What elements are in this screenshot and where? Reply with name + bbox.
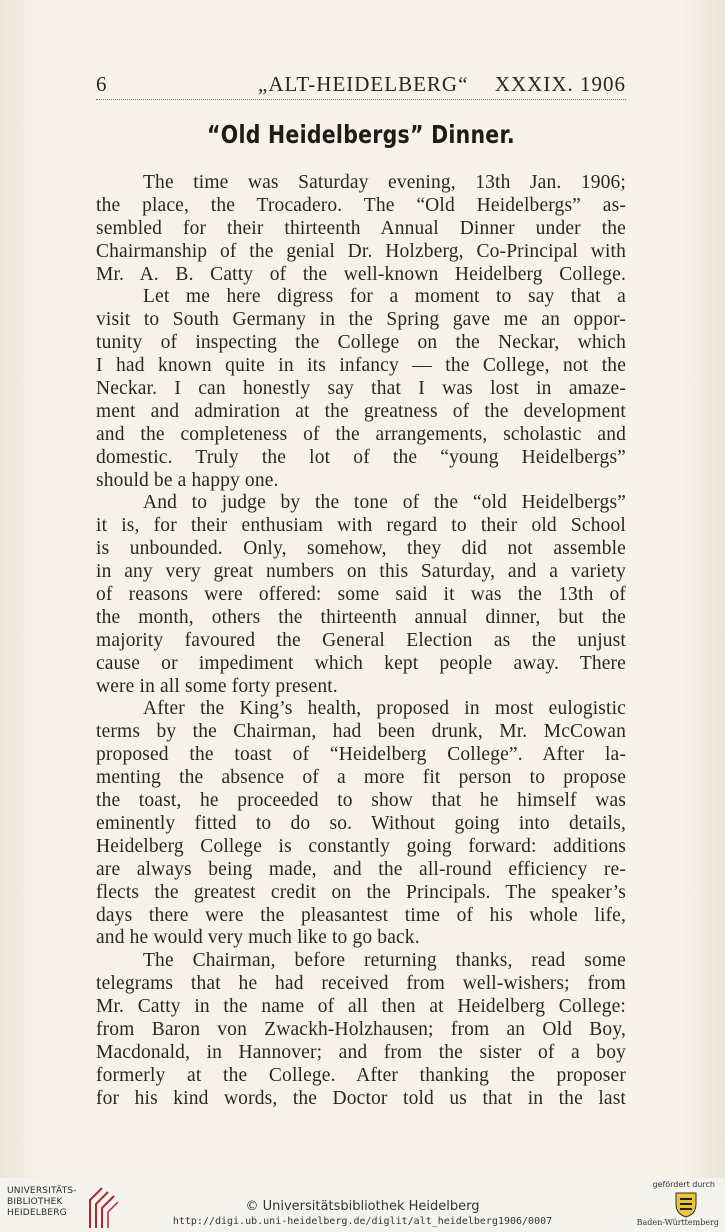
funded-by-label: gefördert durch xyxy=(652,1180,715,1189)
library-name-line: UNIVERSITÄTS- xyxy=(7,1186,77,1196)
text-line: of reasons were offered: some said it was the 13th of xyxy=(96,584,626,606)
text-line: proposed the toast of “Heidelberg College”. After la- xyxy=(96,744,626,766)
text-line: Neckar. I can honestly say that I was lost in amaze- xyxy=(96,378,626,400)
running-title: „ALT-HEIDELBERG“ xyxy=(258,72,469,96)
page-number: 6 xyxy=(96,72,107,96)
text-line: the place, the Trocadero. The “Old Heidelbergs” as- xyxy=(96,194,626,216)
baden-wuerttemberg-crest-icon xyxy=(673,1190,699,1218)
source-url[interactable]: http://digi.ub.uni-heidelberg.de/diglit/alt_heidelberg1906/0007 xyxy=(172,1216,553,1227)
text-line: are always being made, and the all-round efficiency re- xyxy=(96,858,626,880)
text-line: and he would very much like to go back. xyxy=(96,927,420,949)
text-line: the month, others the thirteenth annual dinner, but the xyxy=(96,606,626,628)
text-line: Heidelberg College is constantly going forward: additions xyxy=(96,835,626,857)
text-line: the toast, he proceeded to show that he himself was xyxy=(96,790,626,812)
text-line: After the King’s health, proposed in most eulogistic xyxy=(143,698,626,720)
text-line: formerly at the College. After thanking the proposer xyxy=(96,1064,626,1086)
text-line: and the completeness of the arrangements, scholastic and xyxy=(96,423,626,445)
text-line: Macdonald, in Hannover; and from the sister of a boy xyxy=(96,1041,626,1063)
state-label: Baden-Württemberg xyxy=(636,1218,719,1227)
text-line: The Chairman, before returning thanks, read some xyxy=(143,950,626,972)
text-line: from Baron von Zwackh-Holzhausen; from an Old Boy, xyxy=(96,1018,626,1040)
text-line: I had known quite in its infancy — the College, not the xyxy=(96,355,626,377)
text-line: Let me here digress for a moment to say that a xyxy=(143,286,626,308)
text-line: majority favoured the General Election as the unjust xyxy=(96,629,626,651)
text-line: flects the greatest credit on the Principals. The speaker’s xyxy=(96,881,626,903)
text-line: Mr. Catty in the name of all then at Heidelberg College: xyxy=(96,996,626,1018)
text-line: were in all some forty present. xyxy=(96,675,338,697)
text-line: should be a happy one. xyxy=(96,469,279,491)
text-line: sembled for their thirteenth Annual Dinner under the xyxy=(96,217,626,239)
library-name-line: BIBLIOTHEK xyxy=(7,1197,63,1207)
text-line: menting the absence of a more fit person to propose xyxy=(96,767,626,789)
header-rule xyxy=(96,99,626,100)
issue-label: XXXIX. 1906 xyxy=(494,72,626,96)
text-line: terms by the Chairman, had been drunk, Mr. McCowan xyxy=(96,721,626,743)
text-line: in any very great numbers on this Saturday, and a variety xyxy=(96,561,626,583)
text-line: days there were the pleasantest time of his whole life, xyxy=(96,904,626,926)
text-line: is unbounded. Only, somehow, they did not assemble xyxy=(96,538,626,560)
text-line: domestic. Truly the lot of the “young Heidelbergs” xyxy=(96,446,626,468)
copyright-notice: © Universitätsbibliothek Heidelberg xyxy=(245,1199,480,1214)
text-line: eminently fitted to do so. Without going into details, xyxy=(96,812,626,834)
text-line: Chairmanship of the genial Dr. Holzberg, Co-Principal with xyxy=(96,240,626,262)
text-line: telegrams that he had received from well-wishers; from xyxy=(96,973,626,995)
text-line: visit to South Germany in the Spring gave me an oppor- xyxy=(96,309,626,331)
text-line: The time was Saturday evening, 13th Jan. 1906; xyxy=(143,172,626,193)
text-line: Mr. A. B. Catty of the well-known Heidelberg College. xyxy=(96,263,626,285)
text-line: it is, for their enthusiam with regard to their old School xyxy=(96,515,626,537)
library-name-line: HEIDELBERG xyxy=(7,1208,67,1218)
text-line: And to judge by the tone of the “old Heidelbergs” xyxy=(143,492,626,514)
running-header xyxy=(96,66,626,100)
digitization-footer xyxy=(0,1178,725,1232)
text-line: cause or impediment which kept people away. There xyxy=(96,652,626,674)
text-line: ment and admiration at the greatness of the development xyxy=(96,400,626,422)
article-body xyxy=(96,172,626,1111)
article-title: “Old Heidelbergs” Dinner. xyxy=(207,120,515,149)
text-line: tunity of inspecting the College on the Neckar, which xyxy=(96,332,626,354)
text-line: for his kind words, the Doctor told us that in the last xyxy=(96,1087,626,1109)
